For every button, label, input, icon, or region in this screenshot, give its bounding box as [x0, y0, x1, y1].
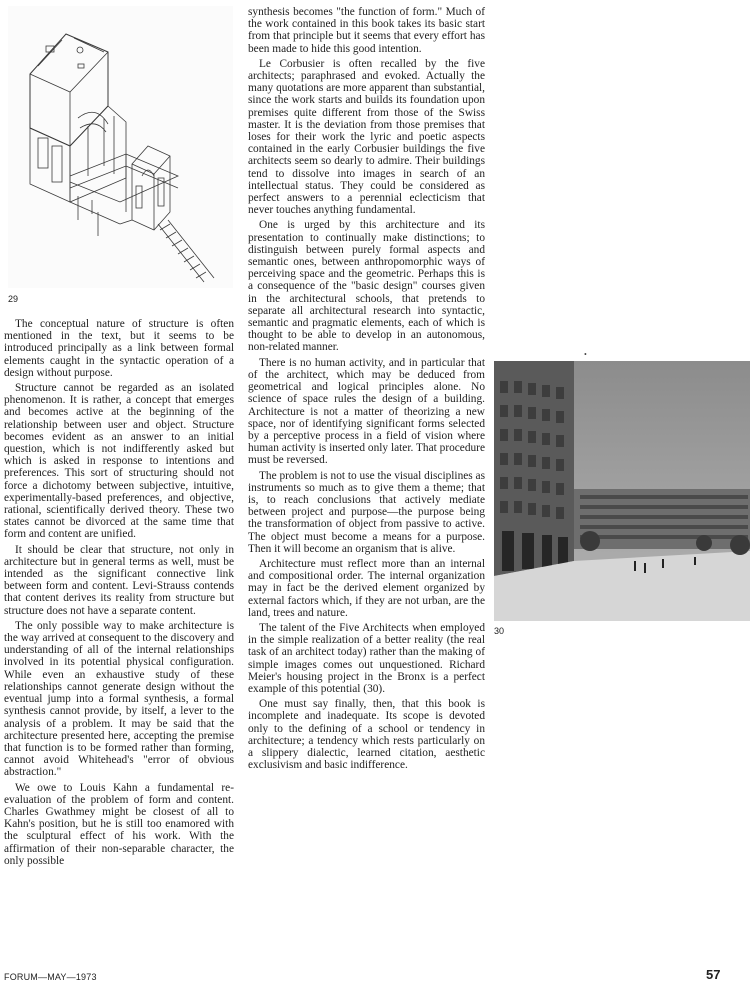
figure-30-label: 30 — [494, 626, 505, 636]
paragraph: One must say finally, then, that this book is incomplete and inadequate. Its scope is devoted only to the defining of a school or tendency in architecture; a tendency which rests particularly on a slippery dialectic, learned citation, aesthetic exclusivism and basic indifference. — [248, 698, 485, 772]
paragraph: We owe to Louis Kahn a fundamental re-evaluation of the problem of form and content. Charles Gwathmey might be closest of all to Kahn's position, but he is still too enamored with the sculptural effect of his work. With the affirmation of their non-separable character, the only possible — [4, 781, 234, 867]
article-column-left — [4, 318, 234, 870]
paragraph: The problem is not to use the visual disciplines as instruments so much as to give them a theme; that is, to reach conclusions that actively mediate between project and purpose—the purpose being the transformation of object from passive to active. The object must become a means for a purpose. Then it will become an organism that is alive. — [248, 469, 485, 555]
page-number: 57 — [706, 967, 721, 982]
housing-project-photo — [494, 361, 750, 621]
decorative-mark: • — [584, 350, 587, 359]
paragraph: One is urged by this architecture and its presentation to continually make distinctions; to distinguish between purely formal aspects and semantic ones, between anthropomorphic ways of perceiving space and the geometric. Perhaps this is a consequence of the "basic design" courses given in the architectural schools, that pretends to separate all architectural research into syntactic, semantic and pragmatic elements, each of which is thought to be able to develop in an autonomous, non-related manner. — [248, 219, 485, 354]
paragraph: The talent of the Five Architects when employed in the simple realization of a better reality (the real task of an architect today) rather than the making of simple images comes out unquestioned. Richard Meier's housing project in the Bronx is a perfect example of this potential (30). — [248, 621, 485, 695]
paragraph: Architecture must reflect more than an internal and compositional order. The internal organization may in fact be the derived element organized by external factors which, if they are not urban, are the land, trees and nature. — [248, 557, 485, 619]
paragraph: The conceptual nature of structure is often mentioned in the text, but it seems to be introduced principally as a link between formal elements caught in the syntactic operation of a design without purpose. — [4, 318, 234, 379]
publication-footer: FORUM—MAY—1973 — [4, 972, 97, 982]
paragraph: synthesis becomes "the function of form." Much of the work contained in this book takes its basic start from that principle but it seems that every effort has been made to hide this good intention. — [248, 6, 485, 55]
paragraph: It should be clear that structure, not only in architecture but in general terms as well, must be intended as the significant connective link between form and content. Levi-Strauss contends that content derives its reality from structure but structure does not have a separate content. — [4, 543, 234, 617]
article-column-middle — [248, 6, 485, 774]
paragraph: There is no human activity, and in particular that of the architect, which may be deduced from geometrical and logical principles alone. No science of space rules the design of a building. Architecture is not a matter of theorizing a new space, nor of identifying significant forms selected by a perceptive process in a field of vision where human activity is inserted only later. That procedure must be reversed. — [248, 356, 485, 467]
paragraph: Structure cannot be regarded as an isolated phenomenon. It is rather, a concept that emerges and becomes active at the beginning of the relationship between user and object. Structure becomes evident as an answer to an initial question, which is not indifferently asked but which is asked in response to intentions and preferences. This sort of structuring should not force a dichotomy between subjective, intuitive, experimentally-based preferences, and objective, rational, scientifically derived theory. These two states cannot be divorced at the same time that form and content are unified. — [4, 382, 234, 541]
paragraph: The only possible way to make architecture is the way arrived at consequent to the discovery and understanding of all of the internal relationships involved in its potential physical configuration. While even an exhaustive study of these relationships cannot generate design without the eventual jump into a formal synthesis, a formal synthesis cannot provide, by itself, a lever to the analysis of a problem. It may be said that the architecture presented here, accepting the premise that function is to be formed rather than forming, cannot avoid Whitehead's "error of obvious abstraction." — [4, 619, 234, 779]
axonometric-drawing-figure — [8, 6, 233, 288]
paragraph: Le Corbusier is often recalled by the five architects; paraphrased and evoked. Actually the many quotations are more apparent than substantial, since the work starts and builds its foundation upon premises quite different from those of the Swiss master. It is the deviation from those premises that loses for their work the lyric and poetic aspects contained in the early Corbusier buildings the five architects seem so dearly to admire. Their buildings tend to dissolve into images in search of an intellectual status. They could be considered as perfect answers to a perennial eclecticism that never touches anything fundamental. — [248, 57, 485, 217]
figure-29-label: 29 — [8, 294, 19, 304]
